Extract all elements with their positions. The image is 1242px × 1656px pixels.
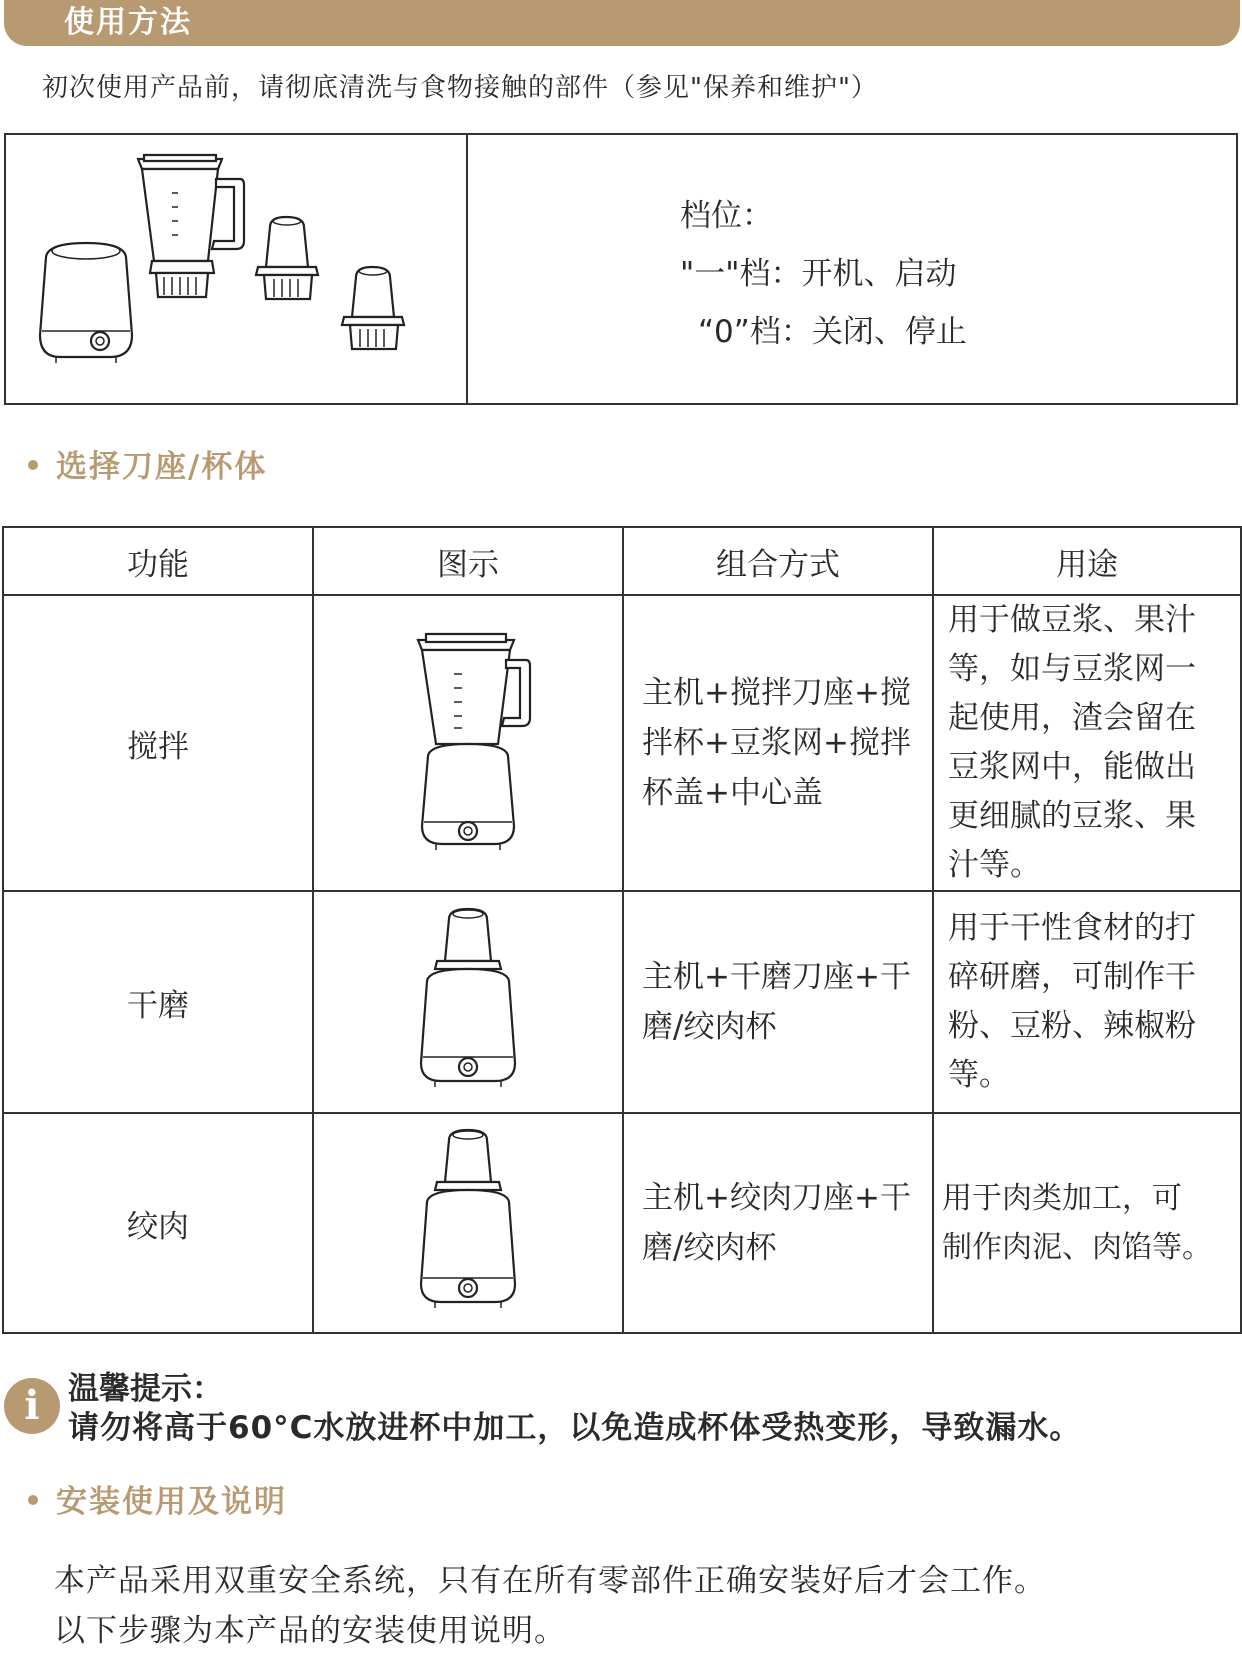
info-icon: i [4,1378,60,1434]
image-cell [313,595,623,891]
product-parts-illustration [26,145,446,399]
function-cell: 干磨 [3,891,313,1113]
mincer-cup-icon [342,267,404,349]
blender-jug-icon [138,155,244,297]
intro-text: 初次使用产品前，请彻底清洗与食物接触的部件（参见"保养和维护"） [42,73,878,103]
grinder-cup-icon [256,217,318,299]
table-header-row [3,527,1241,595]
blender-with-jug-icon [408,624,528,854]
tip-title: 温馨提示： [68,1371,223,1407]
bullet-dot-icon [28,460,38,470]
blender-with-dry-grinder-cup-icon [413,905,523,1091]
section-heading-select: 选择刀座/杯体 [28,449,267,485]
function-cell: 搅拌 [3,595,313,891]
combo-cell: 主机+绞肉刀座+干 磨/绞肉杯 [623,1113,933,1333]
function-table [2,526,1242,1334]
combo-cell: 主机+搅拌刀座+搅 拌杯+豆浆网+搅拌 杯盖+中心盖 [623,595,933,891]
page-title: 使用方法 [64,5,192,40]
function-cell: 绞肉 [3,1113,313,1333]
gear-description [680,187,967,361]
use-cell: 用于肉类加工，可 制作肉泥、肉馅等。 [933,1113,1241,1333]
box-divider [466,135,468,403]
tip-body: 请勿将高于60°C水放进杯中加工，以免造成杯体受热变形，导致漏水。 [68,1410,1082,1446]
install-description: 本产品采用双重安全系统，只有在所有零部件正确安装好后才会工作。 以下步骤为本产品的安装使用说明。 [54,1563,1046,1649]
table-row [3,595,1241,891]
header-combo: 组合方式 [623,527,933,595]
header-image: 图示 [313,527,623,595]
table-row [3,891,1241,1113]
bullet-dot-icon [28,1495,38,1505]
section-heading-install: 安装使用及说明 [28,1484,287,1520]
gear-off: “0”档：关闭、停止 [698,314,967,350]
header-use: 用途 [933,527,1241,595]
image-cell [313,1113,623,1333]
gear-on: "一"档：开机、启动 [680,256,957,292]
motor-base-icon [40,243,132,363]
table-row [3,1113,1241,1333]
header-function: 功能 [3,527,313,595]
blender-with-mincer-cup-icon [413,1126,523,1312]
combo-cell: 主机+干磨刀座+干 磨/绞肉杯 [623,891,933,1113]
gear-info-box [4,133,1238,405]
header-bar [4,0,1240,46]
use-cell: 用于干性食材的打 碎研磨，可制作干 粉、豆粉、辣椒粉 等。 [933,891,1241,1113]
gear-title: 档位： [680,198,773,234]
image-cell [313,891,623,1113]
use-cell: 用于做豆浆、果汁 等，如与豆浆网一 起使用，渣会留在 豆浆网中，能做出 更细腻的豆浆、果 汁等。 [933,595,1241,891]
